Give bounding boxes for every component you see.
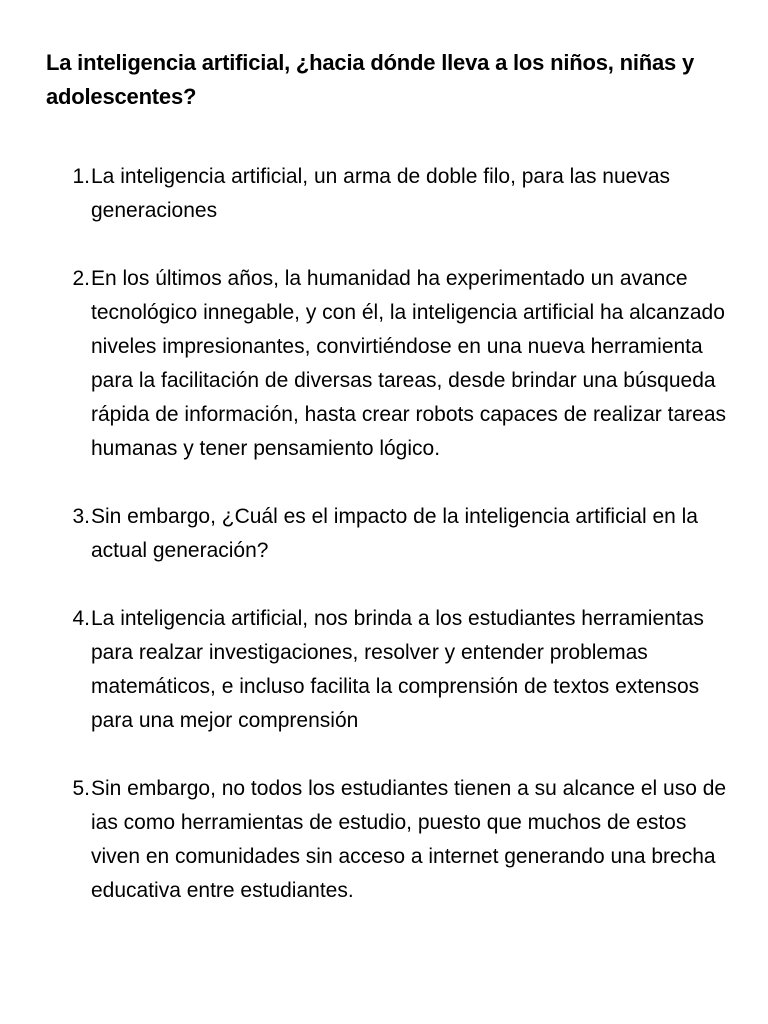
list-item-number: 3. bbox=[72, 505, 90, 528]
list-item-number: 1. bbox=[72, 165, 90, 188]
list-item-number: 4. bbox=[72, 607, 90, 630]
list-item-text: En los últimos años, la humanidad ha experimentado un avance tecnológico innegable, y con él, la inteligencia artificial ha alcanzado niveles impresionantes, convirtiéndose en una nueva herramienta para la facilitación de diversas tareas, desde brindar una búsqueda rápida de información, hasta crear robots capaces de realizar tareas humanas y tener pensamiento lógico. bbox=[91, 267, 727, 460]
list-item-text: Sin embargo, no todos los estudiantes tienen a su alcance el uso de ias como herramientas de estudio, puesto que muchos de estos viven en comunidades sin acceso a internet generando una brecha educativa entre estudiantes. bbox=[91, 777, 727, 902]
list-item-4 bbox=[46, 602, 728, 738]
list-item-1 bbox=[46, 160, 728, 228]
list-item-text: La inteligencia artificial, nos brinda a los estudiantes herramientas para realzar investigaciones, resolver y entender problemas matemáticos, e incluso facilita la comprensión de textos extensos para una mejor comprensión bbox=[91, 607, 704, 732]
list-item-text: La inteligencia artificial, un arma de doble filo, para las nuevas generaciones bbox=[91, 165, 671, 222]
list-item-text: Sin embargo, ¿Cuál es el impacto de la inteligencia artificial en la actual generación? bbox=[91, 505, 698, 562]
numbered-list bbox=[46, 160, 728, 908]
document-title: La inteligencia artificial, ¿hacia dónde lleva a los niños, niñas y adolescentes? bbox=[46, 50, 695, 109]
list-item-3 bbox=[46, 500, 728, 568]
list-item-2 bbox=[46, 262, 728, 466]
list-item-number: 2. bbox=[72, 267, 90, 290]
list-item-5 bbox=[46, 772, 728, 908]
list-item-number: 5. bbox=[72, 777, 90, 800]
